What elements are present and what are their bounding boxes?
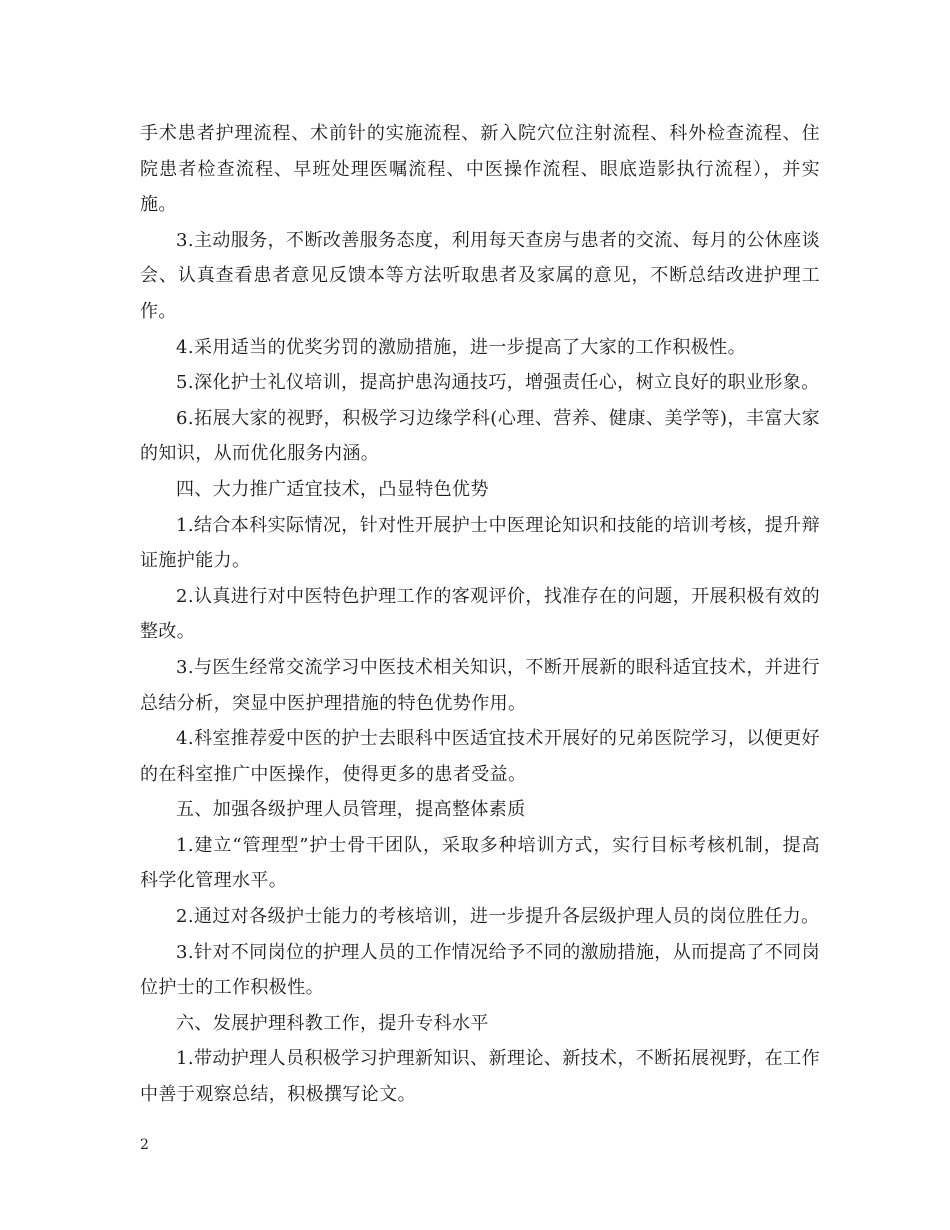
document-body	[140, 116, 820, 1113]
paragraph-8: 2.认真进行对中医特色护理工作的客观评价，找准存在的问题，开展积极有效的整改。	[140, 585, 820, 643]
paragraph-7: 1.结合本科实际情况，针对性开展护士中医理论知识和技能的培训考核，提升辩证施护能力。	[140, 514, 820, 572]
section-heading-6: 六、发展护理科教工作，提升专科水平	[176, 1012, 489, 1034]
paragraph-3: 4.采用适当的优奖劣罚的激励措施，进一步提高了大家的工作积极性。	[176, 336, 746, 358]
paragraph-12: 1.建立“管理型”护士骨干团队，采取多种培训方式，实行目标考核机制，提高科学化管理水平。	[140, 834, 820, 892]
section-heading-4: 四、大力推广适宜技术，凸显特色优势	[176, 478, 489, 500]
paragraph-1: 手术患者护理流程、术前针的实施流程、新入院穴位注射流程、科外检查流程、住院患者检查流程、早班处理医嘱流程、中医操作流程、眼底造影执行流程），并实施。	[140, 123, 820, 216]
paragraph-9: 3.与医生经常交流学习中医技术相关知识，不断开展新的眼科适宜技术，并进行总结分析，突显中医护理措施的特色优势作用。	[140, 656, 820, 714]
section-heading-5: 五、加强各级护理人员管理，提高整体素质	[176, 799, 526, 821]
paragraph-14: 3.针对不同岗位的护理人员的工作情况给予不同的激励措施，从而提高了不同岗位护士的工作积极性。	[140, 941, 820, 999]
page-number: 2	[140, 1137, 149, 1153]
paragraph-16: 1.带动护理人员积极学习护理新知识、新理论、新技术，不断拓展视野，在工作中善于观察总结，积极撰写论文。	[140, 1048, 820, 1106]
paragraph-13: 2.通过对各级护士能力的考核培训，进一步提升各层级护理人员的岗位胜任力。	[176, 906, 820, 928]
paragraph-2: 3.主动服务，不断改善服务态度，利用每天查房与患者的交流、每月的公休座谈会、认真查看患者意见反馈本等方法听取患者及家属的意见，不断总结改进护理工作。	[140, 229, 820, 322]
paragraph-4: 5.深化护士礼仪培训，提高护患沟通技巧，增强责任心，树立良好的职业形象。	[176, 372, 820, 394]
paragraph-5: 6.拓展大家的视野，积极学习边缘学科(心理、营养、健康、美学等)，丰富大家的知识，从而优化服务内涵。	[140, 407, 820, 465]
paragraph-10: 4.科室推荐爱中医的护士去眼科中医适宜技术开展好的兄弟医院学习，以便更好的在科室推广中医操作，使得更多的患者受益。	[140, 728, 820, 785]
